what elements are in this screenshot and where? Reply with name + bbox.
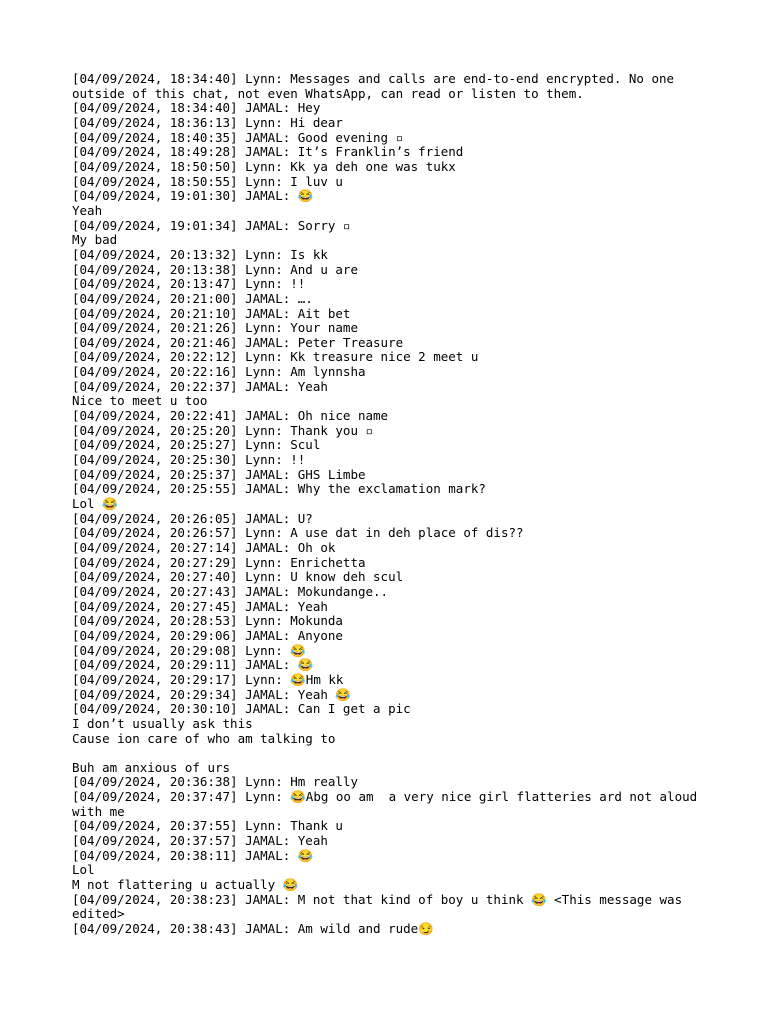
transcript-line: [04/09/2024, 20:29:06] JAMAL: Anyone: [72, 627, 343, 643]
transcript-line: Cause ion care of who am talking to: [72, 730, 336, 746]
transcript-line: [04/09/2024, 20:27:43] JAMAL: Mokundange..: [72, 583, 389, 599]
transcript-line: [04/09/2024, 20:13:32] Lynn: Is kk: [72, 246, 328, 262]
transcript-line: [04/09/2024, 19:01:30] JAMAL: 😂: [72, 188, 314, 204]
transcript-line: Lol 😂: [72, 496, 118, 512]
transcript-line: [04/09/2024, 20:21:26] Lynn: Your name: [72, 320, 358, 336]
transcript-line: [04/09/2024, 20:22:41] JAMAL: Oh nice name: [72, 408, 389, 424]
transcript-line: [04/09/2024, 18:36:13] Lynn: Hi dear: [72, 114, 343, 130]
transcript-line: [04/09/2024, 20:37:57] JAMAL: Yeah: [72, 833, 328, 849]
transcript-line: [04/09/2024, 20:27:29] Lynn: Enrichetta: [72, 554, 366, 570]
transcript-line: [04/09/2024, 18:40:35] JAMAL: Good evening ▫: [72, 129, 404, 145]
transcript-line: [04/09/2024, 20:27:40] Lynn: U know deh scul: [72, 569, 404, 585]
transcript-line: [04/09/2024, 20:25:55] JAMAL: Why the exclamation mark?: [72, 481, 486, 497]
transcript-line: Yeah: [72, 202, 103, 218]
transcript-line: [04/09/2024, 18:49:28] JAMAL: It’s Franklin’s friend: [72, 144, 464, 160]
transcript-line: [04/09/2024, 20:21:46] JAMAL: Peter Treasure: [72, 334, 404, 350]
transcript-line: [04/09/2024, 20:29:11] JAMAL: 😂: [72, 657, 314, 673]
transcript-line: [04/09/2024, 20:37:47] Lynn: 😂Abg oo am a very nice girl flatteries ard not aloud with me: [72, 789, 705, 819]
transcript-line: [04/09/2024, 20:38:23] JAMAL: M not that kind of boy u think 😂 <This message was edited>: [72, 891, 690, 922]
transcript-line: My bad: [72, 232, 118, 248]
transcript-line: [04/09/2024, 20:22:16] Lynn: Am lynnsha: [72, 364, 366, 380]
transcript-line: [04/09/2024, 20:27:45] JAMAL: Yeah: [72, 598, 328, 614]
transcript-line: [04/09/2024, 18:50:50] Lynn: Kk ya deh one was tukx: [72, 158, 456, 174]
transcript-line: [04/09/2024, 18:34:40] Lynn: Messages and calls are end-to-end encrypted. No one outside of this chat, not even WhatsApp, can read or listen to them.: [72, 71, 682, 101]
transcript-line: [04/09/2024, 20:27:14] JAMAL: Oh ok: [72, 540, 336, 555]
chat-transcript: [72, 72, 712, 937]
transcript-line: [04/09/2024, 20:29:08] Lynn: 😂: [72, 642, 306, 658]
transcript-line: [04/09/2024, 20:25:20] Lynn: Thank you ▫: [72, 422, 374, 438]
transcript-line: Buh am anxious of urs: [72, 759, 231, 775]
transcript-line: [04/09/2024, 20:21:10] JAMAL: Ait bet: [72, 305, 351, 321]
transcript-line: [04/09/2024, 20:37:55] Lynn: Thank u: [72, 818, 343, 834]
transcript-line: [04/09/2024, 20:29:17] Lynn: 😂Hm kk: [72, 671, 344, 687]
transcript-line: [04/09/2024, 20:36:38] Lynn: Hm really: [72, 774, 358, 790]
transcript-line: [04/09/2024, 20:29:34] JAMAL: Yeah 😂: [72, 686, 351, 702]
transcript-line: Lol: [72, 862, 95, 878]
transcript-line: [04/09/2024, 20:13:47] Lynn: !!: [72, 276, 306, 292]
transcript-line: [04/09/2024, 20:28:53] Lynn: Mokunda: [72, 613, 343, 629]
transcript-line: [04/09/2024, 20:25:27] Lynn: Scul: [72, 437, 321, 453]
transcript-line: [04/09/2024, 20:22:37] JAMAL: Yeah: [72, 378, 328, 394]
transcript-line: [72, 746, 712, 761]
transcript-line: [04/09/2024, 19:01:34] JAMAL: Sorry ▫: [72, 217, 351, 233]
transcript-line: M not flattering u actually 😂: [72, 877, 299, 893]
transcript-line: [04/09/2024, 20:25:37] JAMAL: GHS Limbe: [72, 466, 366, 482]
transcript-line: [04/09/2024, 20:25:30] Lynn: !!: [72, 452, 306, 468]
transcript-line: [04/09/2024, 18:34:40] JAMAL: Hey: [72, 100, 321, 116]
transcript-line: [04/09/2024, 20:30:10] JAMAL: Can I get a pic: [72, 701, 411, 717]
transcript-line: [04/09/2024, 20:38:43] JAMAL: Am wild and rude😏: [72, 921, 434, 937]
transcript-line: [04/09/2024, 20:21:00] JAMAL: ….: [72, 290, 313, 306]
transcript-line: [04/09/2024, 20:26:05] JAMAL: U?: [72, 510, 313, 526]
transcript-line: [04/09/2024, 20:38:11] JAMAL: 😂: [72, 847, 314, 863]
transcript-line: [04/09/2024, 18:50:55] Lynn: I luv u: [72, 173, 343, 189]
transcript-line: I don’t usually ask this: [72, 715, 253, 731]
transcript-line: [04/09/2024, 20:13:38] Lynn: And u are: [72, 261, 358, 277]
transcript-line: Nice to meet u too: [72, 393, 208, 409]
transcript-line: [04/09/2024, 20:22:12] Lynn: Kk treasure nice 2 meet u: [72, 349, 479, 365]
transcript-line: [04/09/2024, 20:26:57] Lynn: A use dat in deh place of dis??: [72, 525, 524, 541]
